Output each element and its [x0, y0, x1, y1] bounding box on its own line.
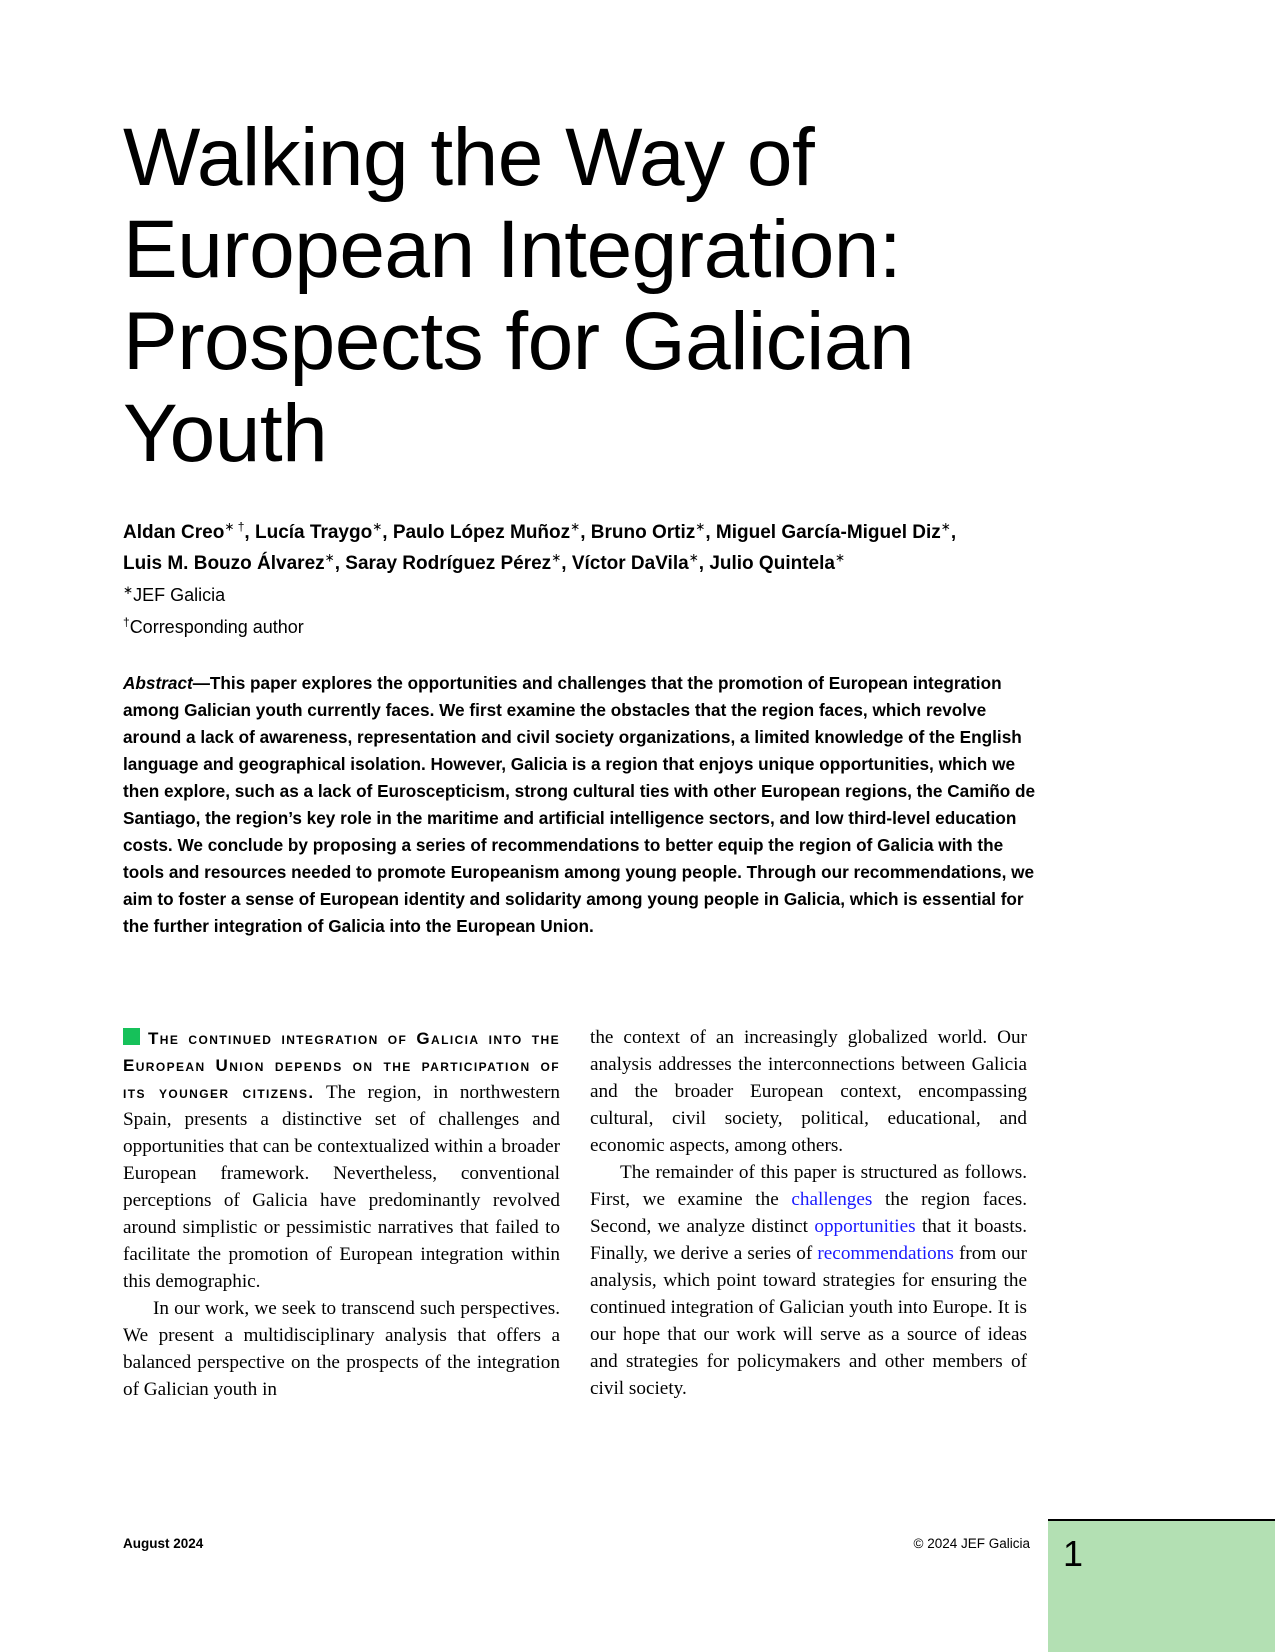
author-name: Víctor DaVila — [571, 553, 689, 574]
author-mark: ∗ — [324, 550, 335, 565]
body-paragraph-continued — [590, 1024, 1027, 1159]
author-list — [123, 517, 1043, 579]
paragraph-text: The remainder of this paper is structured as follows. First, we examine the — [590, 1162, 1027, 1210]
title-line: Youth — [123, 388, 328, 479]
paragraph-text: from our analysis, which point toward strategies for ensuring the continued integration of Galician youth into Europe. It is our hope that our work will serve as a source of ideas and strategies for policymakers and other members of civil society. — [590, 1243, 1028, 1399]
author-name: Saray Rodríguez Pérez — [345, 553, 552, 574]
page-number: 1 — [1063, 1533, 1084, 1574]
author-mark: ∗ — [551, 550, 562, 565]
title-line: Prospects for Galician — [123, 296, 915, 387]
author-mark: ∗ — [688, 550, 699, 565]
author-mark: ∗ — [570, 519, 581, 534]
author-name: Luis M. Bouzo Álvarez — [123, 553, 325, 574]
paragraph-text: The region, in northwestern Spain, presents a distinctive set of challenges and opportunities that can be contextualized within a broader European framework. Nevertheless, conventional perceptions of Galicia have predominantly revolved around simplistic or pessimistic narratives that failed to facilitate the promotion of European integration within this demographic. — [123, 1082, 560, 1292]
lead-in-smallcaps: The continued integration of Galicia into the European Union depends on the participation of its younger citizens. — [123, 1029, 560, 1102]
body-paragraph — [123, 1295, 560, 1403]
abstract-label: Abstract — [123, 673, 193, 693]
paragraph-text: the context of an increasingly globalized world. Our analysis addresses the interconnections between Galicia and the broader European context, encompassing cultural, civil society, political, educational, and economic aspects, among others. — [590, 1027, 1027, 1156]
author-name: Miguel García-Miguel Diz — [715, 522, 941, 543]
author-mark: ∗ — [834, 550, 845, 565]
author-line: Luis M. Bouzo Álvarez∗, Saray Rodríguez Pérez∗, Víctor DaVila∗, Julio Quintela∗ — [123, 550, 845, 574]
author-mark: ∗ † — [224, 519, 245, 534]
affiliation-mark: ∗ — [123, 583, 134, 597]
body-column-right — [590, 1024, 1027, 1402]
body-paragraph — [590, 1159, 1027, 1402]
author-mark: ∗ — [940, 519, 951, 534]
affiliation — [123, 579, 304, 611]
author-name: Aldan Creo — [123, 522, 225, 543]
body-paragraph — [123, 1025, 560, 1295]
affiliations — [123, 579, 304, 643]
paragraph-text: the region faces. Second, we analyze distinct — [590, 1189, 1027, 1237]
author-mark: ∗ — [695, 519, 706, 534]
author-name: Bruno Ortiz — [590, 522, 696, 543]
affiliation-mark: † — [123, 615, 130, 629]
author-mark: ∗ — [372, 519, 383, 534]
abstract — [123, 670, 1043, 940]
author-name: Paulo López Muñoz — [392, 522, 571, 543]
author-name: Lucía Traygo — [254, 522, 373, 543]
affiliation-text: Corresponding author — [129, 617, 304, 637]
affiliation-text: JEF Galicia — [133, 585, 226, 605]
opportunities-link[interactable]: opportunities — [814, 1216, 916, 1237]
paper-title — [123, 112, 1123, 480]
page-number-box — [1048, 1519, 1275, 1652]
paragraph-text: that it boasts. Finally, we derive a series of — [590, 1216, 1028, 1264]
title-line: Walking the Way of — [123, 112, 815, 203]
author-line: Aldan Creo∗ †, Lucía Traygo∗, Paulo López Muñoz∗, Bruno Ortiz∗, Miguel García-Miguel Diz∗, — [123, 519, 957, 543]
title-line: European Integration: — [123, 204, 902, 295]
section-marker-square — [123, 1028, 140, 1045]
body-column-left — [123, 1025, 560, 1403]
abstract-dash: — — [192, 673, 210, 693]
footer-copyright: © 2024 JEF Galicia — [913, 1536, 1030, 1551]
paragraph-text: In our work, we seek to transcend such perspectives. We present a multidisciplinary analysis that offers a balanced perspective on the prospects of the integration of Galician youth in — [123, 1298, 560, 1400]
recommendations-link[interactable]: recommendations — [817, 1243, 954, 1264]
challenges-link[interactable]: challenges — [791, 1189, 873, 1210]
affiliation — [123, 611, 304, 643]
author-name: Julio Quintela — [709, 553, 835, 574]
abstract-text: This paper explores the opportunities and challenges that the promotion of European integration among Galician youth currently faces. We first examine the obstacles that the region faces, which revolve around a lack of awareness, representation and civil society organizations, a limited knowledge of the English language and geographical isolation. However, Galicia is a region that enjoys unique opportunities, which we then explore, such as a lack of Euroscepticism, strong cultural ties with other European regions, the Camiño de Santiago, the region’s key role in the maritime and artificial intelligence sectors, and low third-level education costs. We conclude by proposing a series of recommendations to better equip the region of Galicia with the tools and resources needed to promote Europeanism among young people. Through our recommendations, we aim to foster a sense of European identity and solidarity among young people in Galicia, which is essential for the further integration of Galicia into the European Union. — [123, 673, 1036, 936]
footer-date: August 2024 — [123, 1536, 204, 1551]
